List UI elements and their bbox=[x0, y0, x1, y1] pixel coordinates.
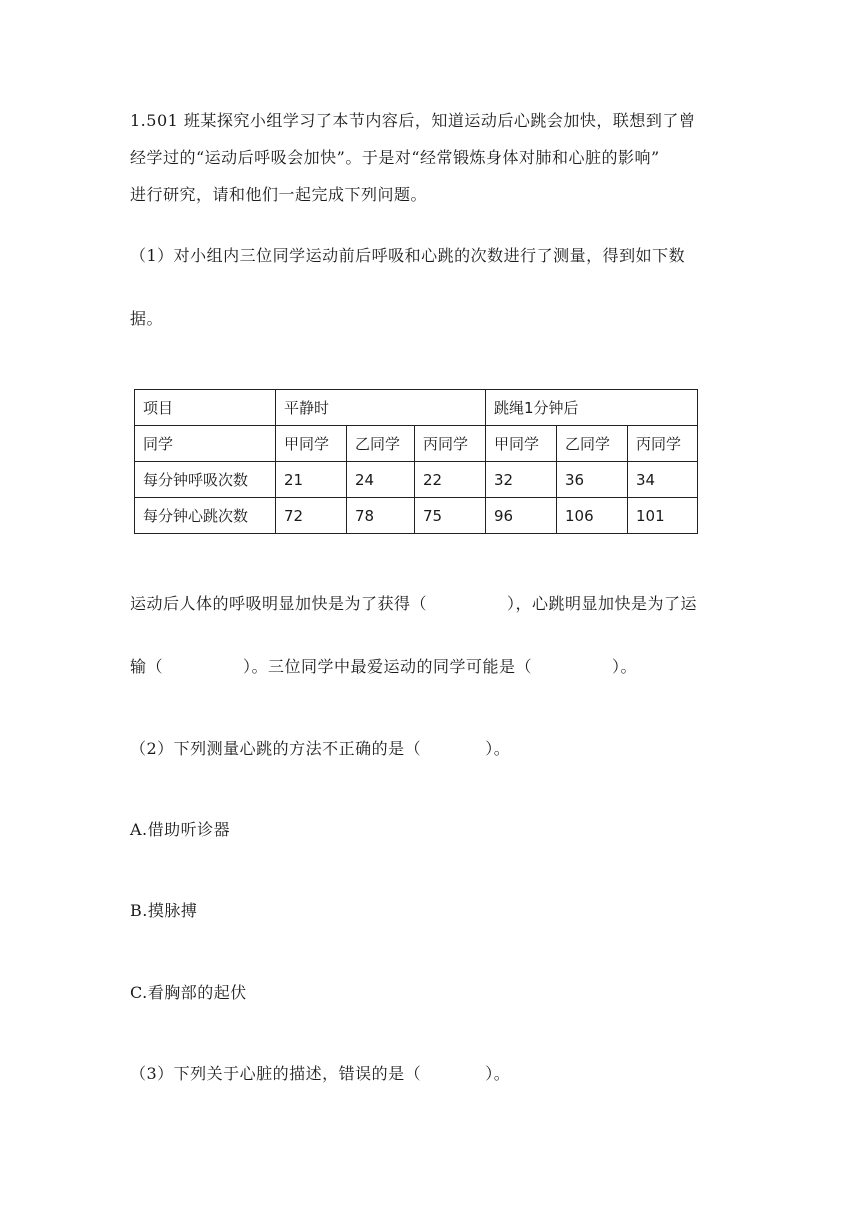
table-cell: 丙同学 bbox=[415, 426, 486, 462]
fill-text: 输（ bbox=[130, 657, 164, 676]
table-row bbox=[135, 426, 698, 462]
table-cell: 75 bbox=[415, 498, 486, 534]
table-cell: 乙同学 bbox=[347, 426, 415, 462]
part1-line-1: （1）对小组内三位同学运动前后呼吸和心跳的次数进行了测量，得到如下数 bbox=[130, 246, 686, 265]
table-cell: 24 bbox=[347, 462, 415, 498]
data-table bbox=[134, 389, 698, 534]
table-cell: 101 bbox=[628, 498, 698, 534]
table-row bbox=[135, 462, 698, 498]
question-intro-line-2: 经学过的“运动后呼吸会加快”。于是对“经常锻炼身体对肺和心脏的影响” bbox=[130, 148, 660, 167]
option-c[interactable]: C.看胸部的起伏 bbox=[130, 983, 247, 1002]
table-cell: 21 bbox=[276, 462, 347, 498]
table-cell: 每分钟呼吸次数 bbox=[135, 462, 276, 498]
table-row bbox=[135, 390, 698, 426]
table-cell: 丙同学 bbox=[628, 426, 698, 462]
table-cell: 乙同学 bbox=[557, 426, 628, 462]
table-cell: 项目 bbox=[135, 390, 276, 426]
part3-text: ）。 bbox=[485, 1064, 511, 1083]
option-a[interactable]: A.借助听诊器 bbox=[130, 820, 231, 839]
table-cell: 72 bbox=[276, 498, 347, 534]
table-cell: 78 bbox=[347, 498, 415, 534]
fill-text: ），心跳明显加快是为了运 bbox=[507, 594, 698, 613]
table-cell: 甲同学 bbox=[276, 426, 347, 462]
table-cell: 22 bbox=[415, 462, 486, 498]
table-cell: 跳绳1分钟后 bbox=[486, 390, 698, 426]
table-cell: 平静时 bbox=[276, 390, 486, 426]
table-cell: 106 bbox=[557, 498, 628, 534]
option-b[interactable]: B.摸脉搏 bbox=[130, 901, 198, 920]
table-cell: 每分钟心跳次数 bbox=[135, 498, 276, 534]
part3-text: （3）下列关于心脏的描述，错误的是（ bbox=[130, 1064, 422, 1083]
part3-line bbox=[130, 1061, 510, 1084]
table-cell: 同学 bbox=[135, 426, 276, 462]
table-row bbox=[135, 498, 698, 534]
fill-line-2 bbox=[130, 654, 637, 677]
fill-line-1 bbox=[130, 591, 697, 614]
table-cell: 96 bbox=[486, 498, 557, 534]
table-cell: 36 bbox=[557, 462, 628, 498]
fill-text: ）。三位同学中最爱运动的同学可能是（ bbox=[243, 657, 533, 676]
part2-line bbox=[130, 736, 510, 759]
fill-text: 运动后人体的呼吸明显加快是为了获得（ bbox=[130, 594, 428, 613]
part2-text: ）。 bbox=[485, 739, 511, 758]
table-cell: 34 bbox=[628, 462, 698, 498]
table-cell: 甲同学 bbox=[486, 426, 557, 462]
table-cell: 32 bbox=[486, 462, 557, 498]
part1-line-2: 据。 bbox=[130, 309, 164, 328]
question-intro-line-1: 1.501 班某探究小组学习了本节内容后，知道运动后心跳会加快，联想到了曾 bbox=[130, 111, 696, 130]
part2-text: （2）下列测量心跳的方法不正确的是（ bbox=[130, 739, 422, 758]
question-intro-line-3: 进行研究，请和他们一起完成下列问题。 bbox=[130, 185, 428, 204]
fill-text: ）。 bbox=[612, 657, 638, 676]
